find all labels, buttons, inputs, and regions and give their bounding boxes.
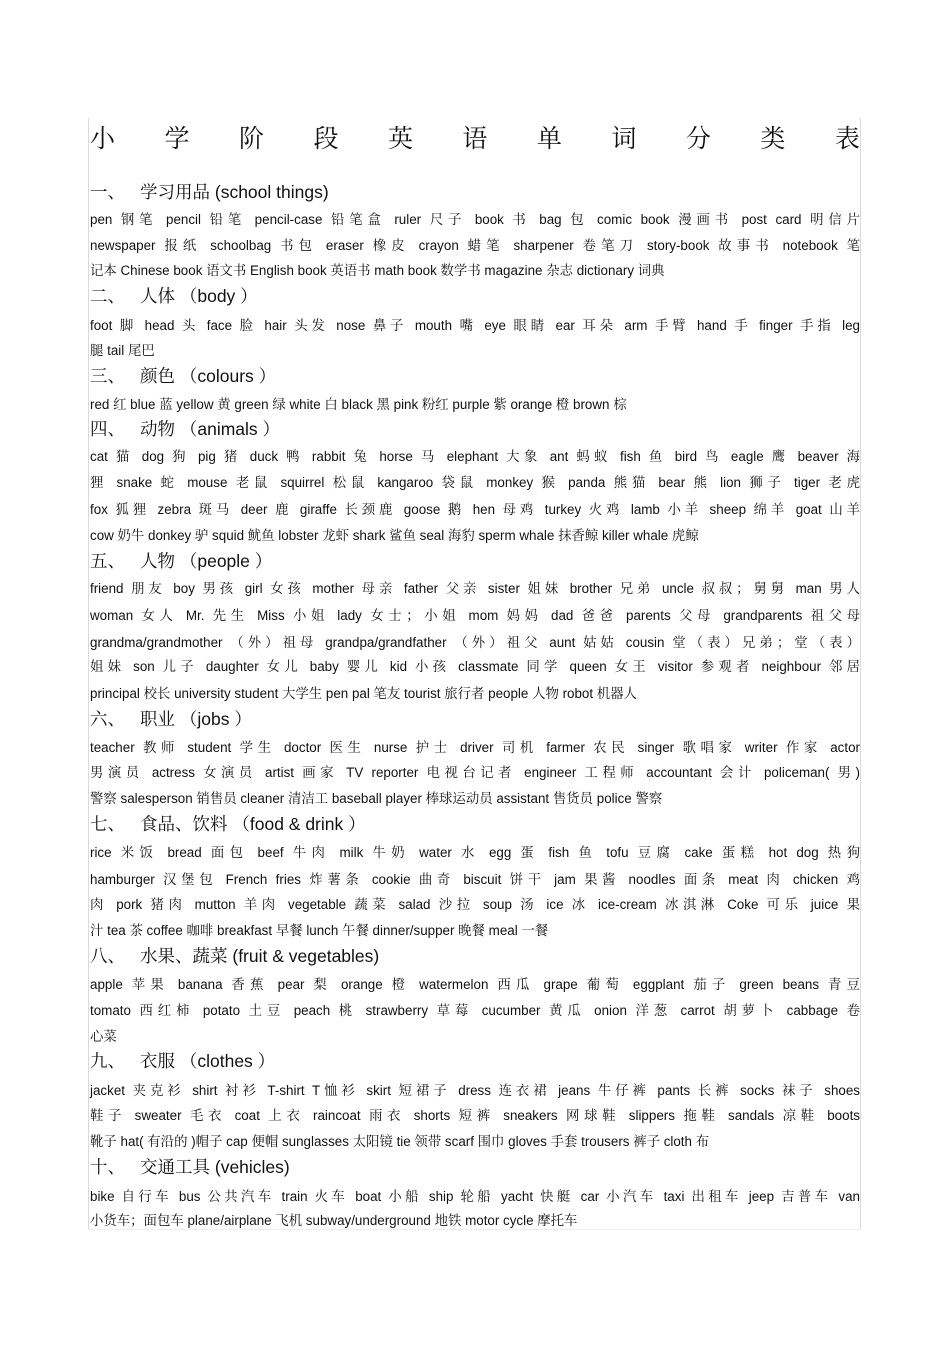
vocabulary-line: woman 女人 Mr. 先生 Miss 小姐 lady 女士；小姐 mom 妈妈 dad 爸爸 parents 父母 grandparents 祖父母 <box>90 608 860 623</box>
section-title: 衣服 （clothes ） <box>140 1051 276 1071</box>
section-number: 七、 <box>90 814 125 834</box>
page-title <box>90 117 860 157</box>
section-number: 五、 <box>90 551 125 571</box>
vocabulary-line: 鞋子 sweater 毛衣 coat 上衣 raincoat 雨衣 shorts 短裤 sneakers 网球鞋 slippers 拖鞋 sandals 凉鞋 boots <box>90 1108 860 1123</box>
title-character: 学 <box>164 124 190 153</box>
section-number: 九、 <box>90 1051 125 1071</box>
vocabulary-line: apple 苹果 banana 香蕉 pear 梨 orange 橙 watermelon 西瓜 grape 葡萄 eggplant 茄子 green beans 青豆 <box>90 977 860 992</box>
section-heading <box>90 179 860 205</box>
vocabulary-line: bike 自行车 bus 公共汽车 train 火车 boat 小船 ship 轮船 yacht 快艇 car 小汽车 taxi 出租车 jeep 吉普车 van <box>90 1189 860 1204</box>
section-title: 人物 （people ） <box>140 551 273 571</box>
vocabulary-line: 腿 tail 尾巴 <box>90 343 155 358</box>
title-character: 小 <box>90 124 116 153</box>
vocabulary-line: 记本 Chinese book 语文书 English book 英语书 math book 数学书 magazine 杂志 dictionary 词典 <box>90 263 665 278</box>
vocabulary-line: newspaper 报纸 schoolbag 书包 eraser 橡皮 crayon 蜡笔 sharpener 卷笔刀 story-book 故事书 notebook 笔 <box>90 238 860 253</box>
vocabulary-line: cow 奶牛 donkey 驴 squid 鱿鱼 lobster 龙虾 shark 鲨鱼 seal 海豹 sperm whale 抹香鲸 killer whale 虎鲸 <box>90 528 699 543</box>
vocabulary-line: 汁 tea 茶 coffee 咖啡 breakfast 早餐 lunch 午餐 dinner/supper 晚餐 meal 一餐 <box>90 923 549 938</box>
section-heading <box>90 548 860 574</box>
title-character: 段 <box>313 124 339 153</box>
vocabulary-line: pen 钢笔 pencil 铅笔 pencil-case 铅笔盒 ruler 尺子 book 书 bag 包 comic book 漫画书 post card 明信片 <box>90 212 860 227</box>
section-number: 一、 <box>90 182 125 202</box>
vocabulary-line: grandma/grandmother （外）祖母 grandpa/grandfather （外）祖父 aunt 姑姑 cousin 堂（表）兄弟；堂（表） <box>90 635 860 650</box>
title-character: 阶 <box>238 124 264 153</box>
page-divider <box>88 1229 861 1230</box>
section-heading <box>90 1154 860 1180</box>
section-heading <box>90 283 860 309</box>
page-border-right <box>860 118 861 1230</box>
vocabulary-line: red 红 blue 蓝 yellow 黄 green 绿 white 白 black 黑 pink 粉红 purple 紫 orange 橙 brown 棕 <box>90 397 627 412</box>
vocabulary-line: hamburger 汉堡包 French fries 炸薯条 cookie 曲奇 biscuit 饼干 jam 果酱 noodles 面条 meat 肉 chicken 鸡 <box>90 872 860 887</box>
title-character: 分 <box>685 124 711 153</box>
vocabulary-line: fox 狐狸 zebra 斑马 deer 鹿 giraffe 长颈鹿 goose 鹅 hen 母鸡 turkey 火鸡 lamb 小羊 sheep 绵羊 goat 山羊 <box>90 502 860 517</box>
vocabulary-line: 狸 snake 蛇 mouse 老鼠 squirrel 松鼠 kangaroo 袋鼠 monkey 猴 panda 熊猫 bear 熊 lion 狮子 tiger 老虎 <box>90 475 860 490</box>
vocabulary-line: 心菜 <box>90 1029 117 1044</box>
vocabulary-line: 靴子 hat( 有沿的 )帽子 cap 便帽 sunglasses 太阳镜 tie 领带 scarf 围巾 gloves 手套 trousers 裤子 cloth 布 <box>90 1134 710 1149</box>
section-heading <box>90 363 860 389</box>
section-title: 交通工具 (vehicles) <box>140 1157 290 1177</box>
section-number: 六、 <box>90 709 125 729</box>
section-title: 动物 （animals ） <box>140 419 281 439</box>
section-title: 学习用品 (school things) <box>140 182 329 202</box>
section-title: 水果、蔬菜 (fruit & vegetables) <box>140 946 380 966</box>
section-heading <box>90 811 860 837</box>
section-number: 三、 <box>90 366 125 386</box>
section-title: 食品、饮料 （food & drink ） <box>140 814 366 834</box>
title-character: 表 <box>834 124 860 153</box>
vocabulary-line: foot 脚 head 头 face 脸 hair 头发 nose 鼻子 mouth 嘴 eye 眼睛 ear 耳朵 arm 手臂 hand 手 finger 手指 leg <box>90 318 860 333</box>
vocabulary-line: 警察 salesperson 销售员 cleaner 清洁工 baseball player 棒球运动员 assistant 售货员 police 警察 <box>90 791 663 806</box>
vocabulary-line: tomato 西红柿 potato 土豆 peach 桃 strawberry 草莓 cucumber 黄瓜 onion 洋葱 carrot 胡萝卜 cabbage 卷 <box>90 1003 860 1018</box>
vocabulary-line: 男演员 actress 女演员 artist 画家 TV reporter 电视台记者 engineer 工程师 accountant 会计 policeman( 男) <box>90 765 860 780</box>
section-title: 颜色 （colours ） <box>140 366 277 386</box>
page-border-left <box>88 118 89 1230</box>
vocabulary-line: jacket 夹克衫 shirt 衬衫 T-shirt T恤衫 skirt 短裙子 dress 连衣裙 jeans 牛仔裤 pants 长裤 socks 袜子 shoes <box>90 1083 860 1098</box>
section-number: 十、 <box>90 1157 125 1177</box>
vocabulary-line: cat 猫 dog 狗 pig 猪 duck 鸭 rabbit 兔 horse 马 elephant 大象 ant 蚂蚁 fish 鱼 bird 鸟 eagle 鹰 beaver 海 <box>90 449 860 464</box>
title-character: 英 <box>387 124 413 153</box>
title-character: 单 <box>536 124 562 153</box>
section-title: 职业 （jobs ） <box>140 709 252 729</box>
section-number: 四、 <box>90 419 125 439</box>
section-number: 八、 <box>90 946 125 966</box>
vocabulary-line: principal 校长 university student 大学生 pen pal 笔友 tourist 旅行者 people 人物 robot 机器人 <box>90 686 637 701</box>
section-heading <box>90 1048 860 1074</box>
title-character: 词 <box>611 124 637 153</box>
vocabulary-line: 小货车；面包车 plane/airplane 飞机 subway/underground 地铁 motor cycle 摩托车 <box>90 1213 578 1228</box>
title-character: 语 <box>462 124 488 153</box>
vocabulary-line: friend 朋友 boy 男孩 girl 女孩 mother 母亲 father 父亲 sister 姐妹 brother 兄弟 uncle 叔叔；舅舅 man 男人 <box>90 581 860 596</box>
vocabulary-line: rice 米饭 bread 面包 beef 牛肉 milk 牛奶 water 水 egg 蛋 fish 鱼 tofu 豆腐 cake 蛋糕 hot dog 热狗 <box>90 845 860 860</box>
section-heading <box>90 943 860 969</box>
section-number: 二、 <box>90 286 125 306</box>
section-title: 人体 （body ） <box>140 286 258 306</box>
vocabulary-line: 姐妹 son 儿子 daughter 女儿 baby 婴儿 kid 小孩 classmate 同学 queen 女王 visitor 参观者 neighbour 邻居 <box>90 659 860 674</box>
section-heading <box>90 416 860 442</box>
vocabulary-line: teacher 教师 student 学生 doctor 医生 nurse 护士 driver 司机 farmer 农民 singer 歌唱家 writer 作家 actor <box>90 740 860 755</box>
section-heading <box>90 706 860 732</box>
title-character: 类 <box>760 124 786 153</box>
vocabulary-line: 肉 pork 猪肉 mutton 羊肉 vegetable 蔬菜 salad 沙拉 soup 汤 ice 冰 ice-cream 冰淇淋 Coke 可乐 juice 果 <box>90 897 860 912</box>
